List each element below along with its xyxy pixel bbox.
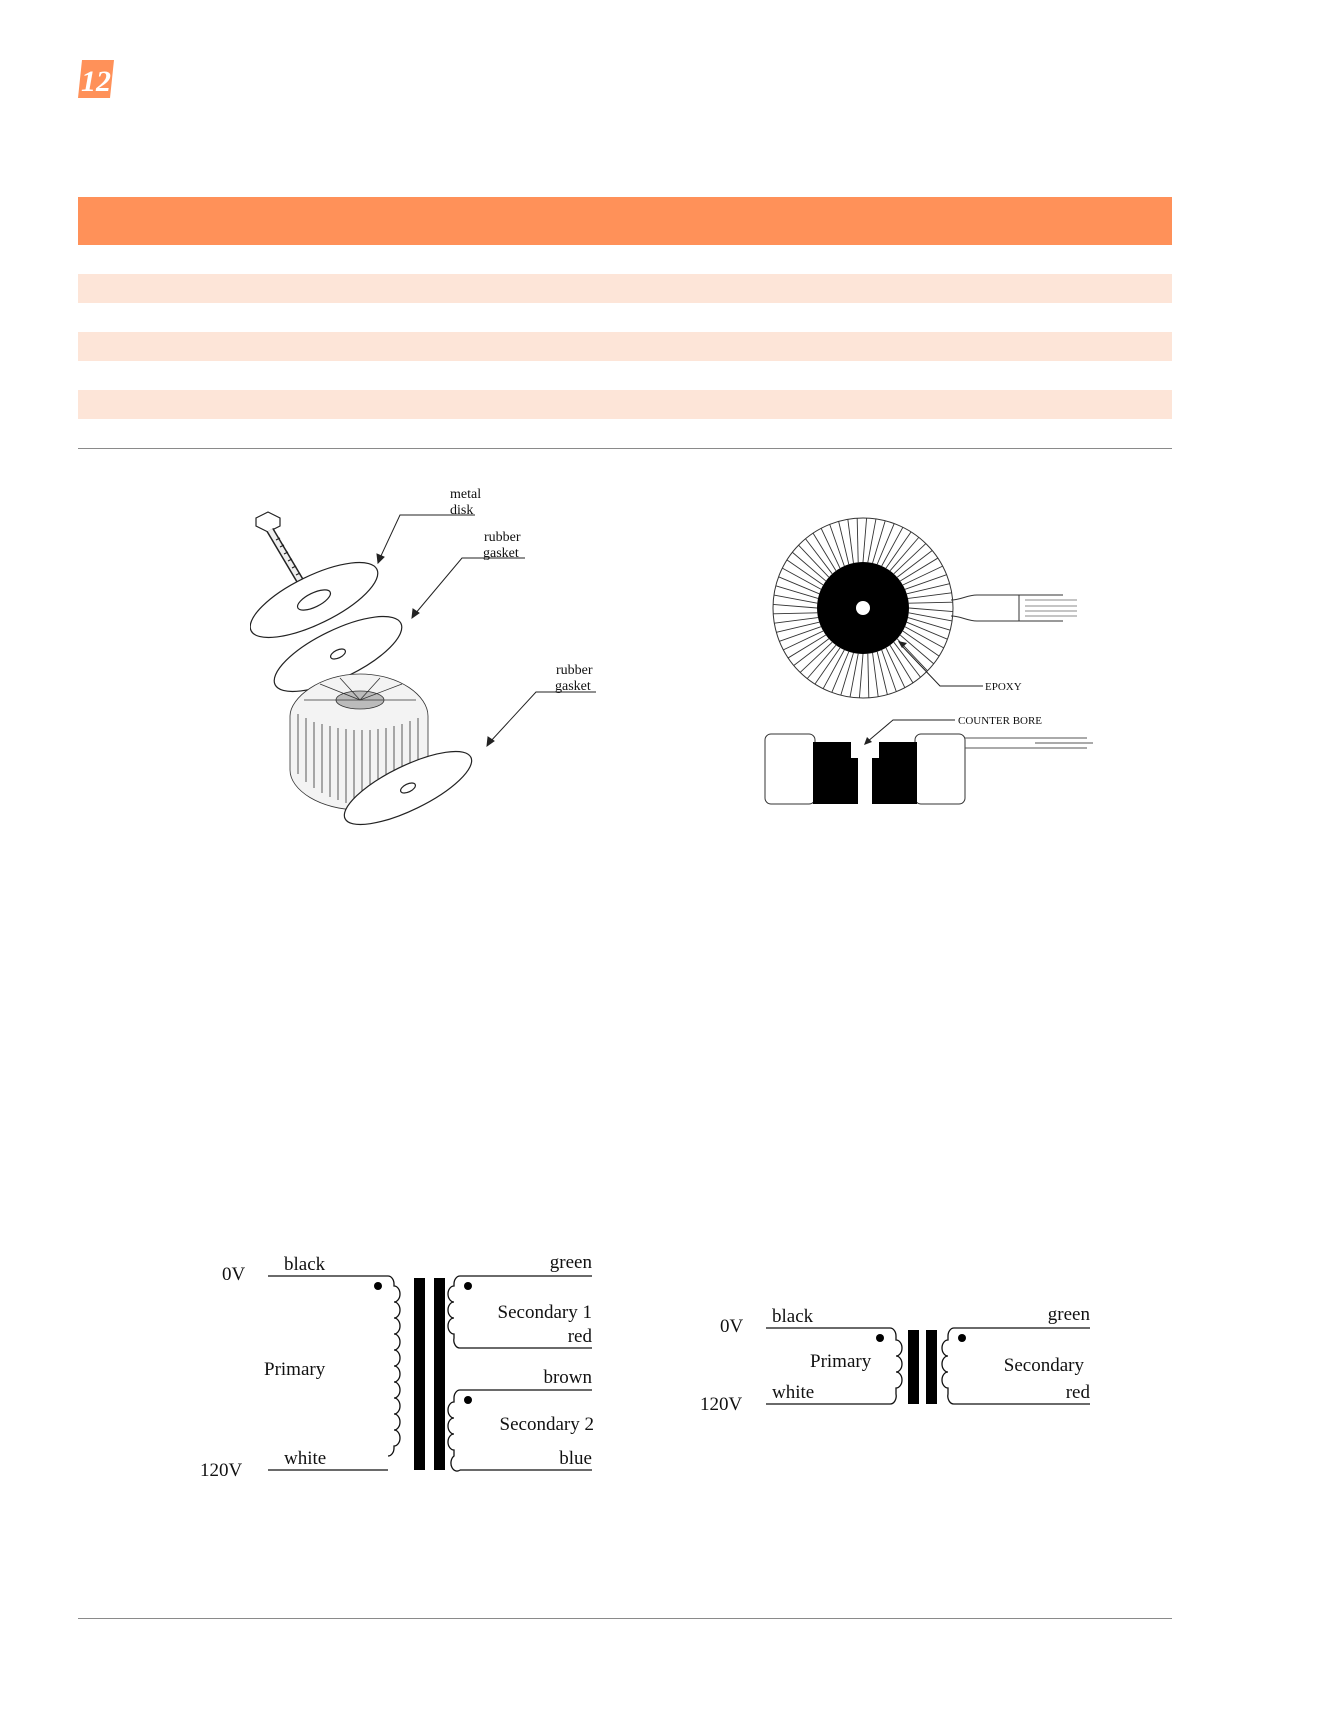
table-row-band [78, 274, 1172, 303]
toroid-side-view-drawing [765, 734, 1093, 804]
wire-label-green: green [1047, 1304, 1090, 1325]
bolt-drawing [256, 512, 302, 584]
section-divider [78, 448, 1172, 449]
polarity-dot [876, 1334, 884, 1342]
metal-disk-label: disk [450, 503, 474, 518]
secondary-2-winding [448, 1390, 460, 1471]
rubber-gasket-label: rubber [556, 663, 593, 678]
page-number-badge [78, 60, 114, 98]
primary-label: Primary [264, 1359, 326, 1380]
secondary-1-label: Secondary 1 [497, 1302, 592, 1323]
epoxy-mounting-figure [755, 500, 1095, 820]
page-number-logo [78, 60, 114, 98]
rubber-gasket-label: rubber [484, 530, 521, 545]
voltage-label-0v: 0V [720, 1316, 744, 1337]
wire-label-green: green [549, 1252, 592, 1273]
table-row-band [78, 332, 1172, 361]
metal-disk-label: metal [450, 487, 482, 502]
wire-label-white: white [284, 1448, 327, 1469]
table-header-band [78, 197, 1172, 245]
page-number: 12 [81, 65, 111, 98]
polarity-dot [374, 1282, 382, 1290]
dual-secondary-schematic [200, 1240, 600, 1480]
primary-label: Primary [810, 1351, 872, 1372]
wire-label-blue: blue [559, 1448, 592, 1469]
wire-label-red: red [567, 1326, 592, 1347]
toroid-top-view-drawing [773, 518, 1077, 698]
voltage-label-120v: 120V [200, 1460, 243, 1480]
exploded-mounting-figure [250, 478, 602, 830]
table-row-band [78, 390, 1172, 419]
transformer-core [908, 1330, 919, 1404]
transformer-core [414, 1278, 425, 1470]
polarity-dot [464, 1282, 472, 1290]
secondary-label: Secondary [1003, 1355, 1084, 1376]
wire-label-black: black [772, 1306, 814, 1327]
wire-label-red: red [1065, 1382, 1090, 1403]
wire-label-black: black [284, 1254, 326, 1275]
secondary-1-winding [448, 1276, 460, 1348]
primary-winding [388, 1276, 400, 1456]
secondary-2-label: Secondary 2 [499, 1414, 594, 1435]
single-secondary-schematic [700, 1292, 1100, 1432]
transformer-core [926, 1330, 937, 1404]
voltage-label-0v: 0V [222, 1264, 246, 1285]
polarity-dot [464, 1396, 472, 1404]
voltage-label-120v: 120V [700, 1394, 743, 1415]
rubber-gasket-label: gasket [483, 546, 519, 561]
polarity-dot [958, 1334, 966, 1342]
rubber-gasket-label: gasket [555, 679, 591, 694]
secondary-winding [942, 1328, 954, 1404]
primary-winding [890, 1328, 902, 1404]
epoxy-label: EPOXY [985, 681, 1022, 693]
footer-divider [78, 1618, 1172, 1619]
wire-label-white: white [772, 1382, 815, 1403]
wire-label-brown: brown [543, 1367, 592, 1388]
counter-bore-label: COUNTER BORE [958, 715, 1043, 727]
transformer-core [434, 1278, 445, 1470]
